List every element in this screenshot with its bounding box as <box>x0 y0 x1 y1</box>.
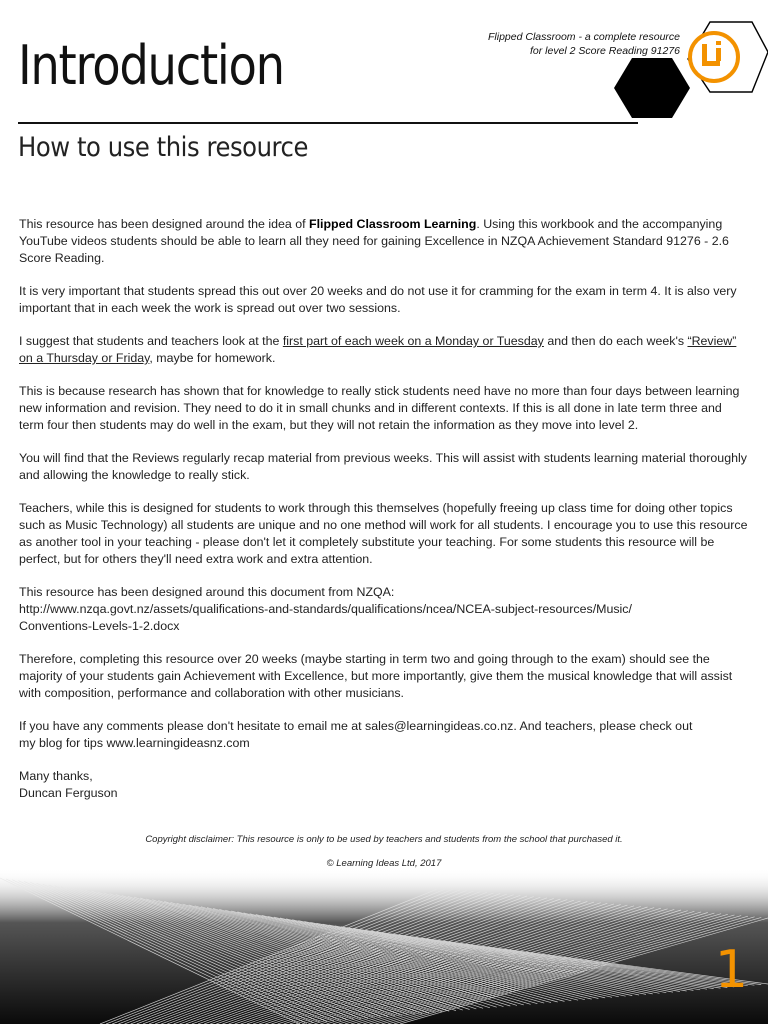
paragraph-9 <box>19 718 749 752</box>
black-hexagon <box>614 58 690 118</box>
author-name: Duncan Ferguson <box>19 786 118 800</box>
p3-text-a: I suggest that students and teachers look at the <box>19 334 283 348</box>
paragraph-8: Therefore, completing this resource over 20 weeks (maybe starting in term two and going through to the exam) should see the majority of your students gain Achievement with Excellence, but more importantly, give them the musical knowledge that will assist with composition, performance and collaboration with other musicians. <box>19 652 733 700</box>
section-subtitle: How to use this resource <box>18 132 308 163</box>
p7-text: This resource has been designed around this document from NZQA: <box>19 585 395 599</box>
body-text <box>19 216 749 818</box>
resource-note-line-1: Flipped Classroom - a complete resource <box>488 31 680 43</box>
p3-underline-1: first part of each week on a Monday or Tuesday <box>282 334 544 348</box>
signoff: Many thanks, <box>19 769 93 783</box>
p9-text-a: If you have any comments please don't hesitate to email me at sales@learningideas.co.nz. And teachers, please check out <box>19 719 693 733</box>
copyright-disclaimer: Copyright disclaimer: This resource is only to be used by teachers and students from the school that purchased it. <box>145 834 623 845</box>
nzqa-url-line-1: http://www.nzqa.govt.nz/assets/qualifications-and-standards/qualifications/ncea/NCEA-subject-resources/Music/ <box>19 602 632 616</box>
paragraph-3 <box>19 333 749 367</box>
signature <box>19 768 749 802</box>
p3-text-c: , maybe for homework. <box>149 351 276 365</box>
page-number: 1 <box>714 940 748 1000</box>
page-title: Introduction <box>18 34 284 97</box>
paragraph-4: This is because research has shown that for knowledge to really stick students need have no more than four days between learning new information and revision. They need to do it in small chunks and in different contexts. If this is all done in late term three and term four then students may do well in the exam, but they will not retain the information as they move into level 2. <box>19 384 740 432</box>
p3-underline-2: “Review” on a Thursday or Friday <box>19 334 737 365</box>
hexagon-logo-graphic <box>600 0 768 130</box>
paragraph-2: It is very important that students spread this out over 20 weeks and do not use it for cramming for the exam in term 4. It is also very important that in each week the work is spread out over two sessions. <box>19 284 737 315</box>
paragraph-1 <box>19 216 749 267</box>
p9-text-b: my blog for tips www.learningideasnz.com <box>19 736 250 750</box>
paragraph-6: Teachers, while this is designed for students to work through this themselves (hopefully freeing up class time for doing other topics such as Music Technology) all students are unique and no one method will work for all students. I encourage you to use this resource as another tool in your teaching - please don't let it completely substitute your teaching. For some students this resource will be perfect, but for others they'll need extra work and extra attention. <box>19 501 748 566</box>
paragraph-7 <box>19 584 749 635</box>
p1-bold: Flipped Classroom Learning <box>309 217 477 231</box>
logo-circle <box>690 33 738 81</box>
resource-note-line-2: for level 2 Score Reading 91276 <box>529 45 680 57</box>
copyright-notice: © Learning Ideas Ltd, 2017 <box>326 858 442 869</box>
p3-text-b: and then do each week's <box>543 334 688 348</box>
string-art-graphic <box>0 868 768 1024</box>
paragraph-5: You will find that the Reviews regularly recap material from previous weeks. This will assist with students learning material thoroughly and allowing the knowledge to really stick. <box>19 451 747 482</box>
p1-text-a: This resource has been designed around the idea of <box>19 217 310 231</box>
title-divider <box>18 122 638 124</box>
nzqa-url-line-2: Conventions-Levels-1-2.docx <box>19 619 180 633</box>
p1-text-b: . Using this workbook and the accompanying YouTube videos students should be able to learn all they need for gaining Excellence in NZQA Achievement Standard 91276 - 2.6 Score Reading. <box>19 217 729 265</box>
